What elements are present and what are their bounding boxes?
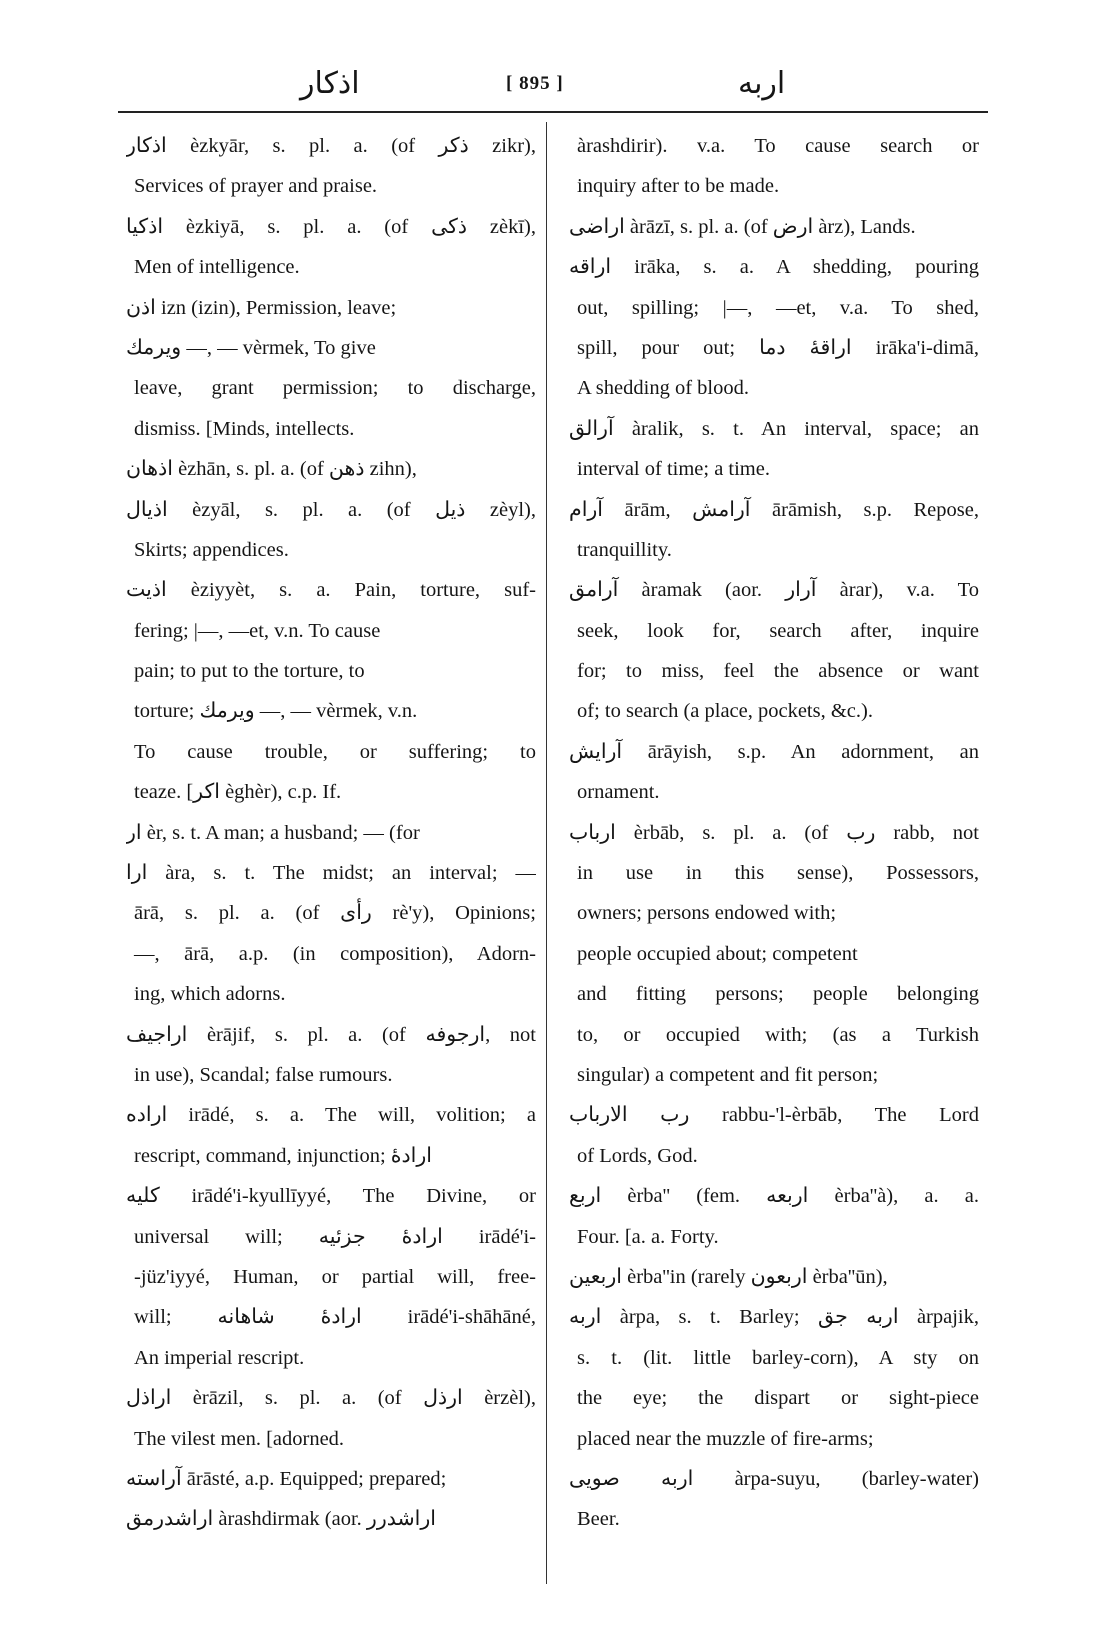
- text-line: leave, grant permission; to discharge,: [134, 377, 536, 400]
- text-line: out, spilling; |—, —et, v.a. To shed,: [577, 296, 979, 319]
- text-line: of Lords, God.: [577, 1144, 698, 1167]
- text-line: of; to search (a place, pockets, &c.).: [577, 700, 873, 723]
- text-line: -jüz'iyyé, Human, or partial will, free-: [134, 1265, 536, 1288]
- text-line: اذيال èzyāl, s. pl. a. (of ذيل zèyl),: [126, 498, 536, 521]
- text-line: owners; persons endowed with;: [577, 902, 837, 925]
- text-line: singular) a competent and fit person;: [577, 1063, 879, 1086]
- text-line: people occupied about; competent: [577, 942, 858, 965]
- text-line: to, or occupied with; (as a Turkish: [577, 1023, 979, 1046]
- text-line: ing, which adorns.: [134, 983, 286, 1006]
- text-line: اربع èrba'' (fem. اربعه èrba''à), a. a.: [569, 1185, 979, 1208]
- text-line: اذهان èzhān, s. pl. a. (of ذهن zihn),: [126, 458, 417, 481]
- text-line: آرايش ārāyish, s.p. An adornment, an: [569, 740, 979, 763]
- text-line: fering; |—, —et, v.n. To cause: [134, 619, 381, 642]
- text-line: seek, look for, search after, inquire: [577, 619, 979, 642]
- text-line: Men of intelligence.: [134, 256, 300, 279]
- text-line: اربه صويى àrpa-suyu, (barley-water): [569, 1467, 979, 1490]
- header-rule: [118, 111, 988, 113]
- text-line: ويرمك —, — vèrmek, To give: [126, 336, 376, 359]
- text-line: universal will; ارادهٔ جزئيه irādé'i-: [134, 1225, 536, 1248]
- text-line: tranquillity.: [577, 538, 672, 561]
- text-line: آرام ārām, آرامش ārāmish, s.p. Repose,: [569, 498, 979, 521]
- text-line: A shedding of blood.: [577, 377, 749, 400]
- column-divider: [546, 122, 547, 1584]
- text-line: torture; ويرمك —, — vèrmek, v.n.: [134, 700, 418, 723]
- text-line: àrashdirir). v.a. To cause search or: [577, 135, 979, 157]
- text-line: spill, pour out; اراقهٔ دما irāka'i-dimā,: [577, 336, 979, 359]
- text-line: ārā, s. pl. a. (of رأى rè'y), Opinions;: [134, 902, 536, 925]
- left-column: [126, 126, 536, 1540]
- text-line: ornament.: [577, 781, 660, 804]
- text-line: and fitting persons; people belonging: [577, 983, 979, 1006]
- left-catchword: اذكار: [300, 66, 360, 101]
- right-catchword: اربه: [738, 66, 786, 101]
- text-line: inquiry after to be made.: [577, 175, 780, 198]
- text-line: in use), Scandal; false rumours.: [134, 1063, 393, 1086]
- text-line: teaze. [اكر èghèr), c.p. If.: [134, 781, 342, 804]
- text-line: اذكار èzkyār, s. pl. a. (of ذكر zikr),: [126, 135, 536, 157]
- text-line: كليه irādé'i-kyullīyyé, The Divine, or: [126, 1185, 536, 1208]
- text-line: اراشدرمق àrashdirmak (aor. اراشدرر: [126, 1508, 436, 1531]
- text-line: will; ارادهٔ شاهانه irādé'i-shāhāné,: [134, 1306, 536, 1329]
- text-line: in use in this sense), Possessors,: [577, 862, 979, 885]
- text-line: آرالق àralik, s. t. An interval, space; an: [569, 417, 979, 440]
- text-line: Beer.: [577, 1508, 620, 1531]
- text-line: Skirts; appendices.: [134, 538, 289, 561]
- text-line: pain; to put to the torture, to: [134, 660, 365, 683]
- text-line: interval of time; a time.: [577, 458, 770, 481]
- text-line: the eye; the dispart or sight-piece: [577, 1387, 979, 1410]
- text-line: rescript, command, injunction; ارادهٔ: [134, 1144, 432, 1167]
- text-line: ار èr, s. t. A man; a husband; — (for: [126, 821, 420, 844]
- text-line: ارباب èrbāb, s. pl. a. (of رب rabb, not: [569, 821, 979, 844]
- text-line: اربعين èrba''in (rarely اربعون èrba''ūn),: [569, 1265, 888, 1288]
- text-line: placed near the muzzle of fire-arms;: [577, 1427, 874, 1450]
- page-number: [ 895 ]: [506, 73, 564, 94]
- text-line: اذيت èziyyèt, s. a. Pain, torture, suf-: [126, 579, 536, 602]
- text-line: An imperial rescript.: [134, 1346, 305, 1369]
- text-line: آراسته ārāsté, a.p. Equipped; prepared;: [126, 1467, 447, 1490]
- text-line: اذكيا èzkiyā, s. pl. a. (of ذكى zèkī),: [126, 215, 536, 238]
- running-head: [118, 58, 988, 114]
- text-line: اراضى àrāzī, s. pl. a. (of ارض àrz), Lands.: [569, 215, 916, 238]
- text-line: اراذل èrāzil, s. pl. a. (of ارذل èrzèl),: [126, 1387, 536, 1410]
- right-column: [569, 126, 979, 1540]
- text-line: اراقه irāka, s. a. A shedding, pouring: [569, 256, 979, 279]
- text-line: اذن izn (izin), Permission, leave;: [126, 296, 397, 319]
- text-line: To cause trouble, or suffering; to: [134, 740, 536, 763]
- text-line: —, ārā, a.p. (in composition), Adorn-: [134, 942, 536, 965]
- text-line: اربه àrpa, s. t. Barley; اربه جق àrpajik,: [569, 1306, 979, 1329]
- text-line: Four. [a. a. Forty.: [577, 1225, 719, 1248]
- text-line: dismiss. [Minds, intellects.: [134, 417, 355, 440]
- text-line: for; to miss, feel the absence or want: [577, 660, 979, 683]
- text-line: Services of prayer and praise.: [134, 175, 378, 198]
- text-line: اراده irādé, s. a. The will, volition; a: [126, 1104, 536, 1127]
- text-line: s. t. (lit. little barley-corn), A sty on: [577, 1346, 979, 1369]
- text-line: اراجيف èrājif, s. pl. a. (of ارجوفه, not: [126, 1023, 536, 1046]
- text-line: ارا àra, s. t. The midst; an interval; —: [126, 862, 536, 885]
- text-line: آرامق àramak (aor. آرار àrar), v.a. To: [569, 579, 979, 602]
- text-line: The vilest men. [adorned.: [134, 1427, 345, 1450]
- text-line: رب الارباب rabbu-'l-èrbāb, The Lord: [569, 1104, 979, 1127]
